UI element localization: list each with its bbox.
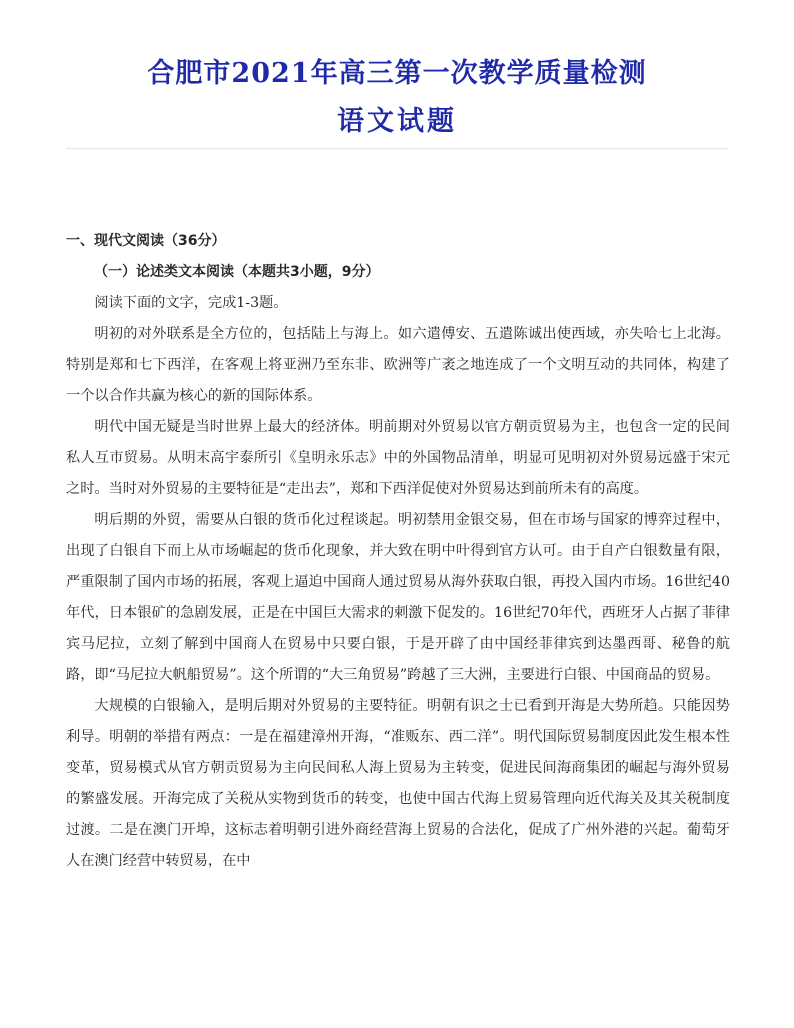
title-divider	[66, 148, 728, 149]
reading-instruction: 阅读下面的文字，完成1-3题。	[94, 295, 288, 311]
exam-title: 合肥市2021年高三第一次教学质量检测	[147, 58, 647, 89]
article-paragraph-2: 明代中国无疑是当时世界上最大的经济体。明前期对外贸易以官方朝贡贸易为主，也包含一定的民间私人互市贸易。从明末高宇泰所引《皇明永乐志》中的外国物品清单，明显可见明初对外贸易远盛于宋元之时。当时对外贸易的主要特征是“走出去”，郑和下西洋促使对外贸易达到前所未有的高度。	[66, 419, 730, 497]
section-heading: 一、现代文阅读（36分）	[66, 233, 226, 249]
exam-body	[66, 226, 730, 877]
subsection-heading: （一）论述类文本阅读（本题共3小题，9分）	[94, 264, 380, 280]
article-paragraph-3: 明后期的外贸，需要从白银的货币化过程谈起。明初禁用金银交易，但在市场与国家的博弈过程中，出现了白银自下而上从市场崛起的货币化现象，并大致在明中叶得到官方认可。由于自产白银数量有限，严重限制了国内市场的拓展，客观上逼迫中国商人通过贸易从海外获取白银，再投入国内市场。16世纪40年代，日本银矿的急剧发展，正是在中国巨大需求的刺激下促发的。16世纪70年代，西班牙人占据了菲律宾马尼拉，立刻了解到中国商人在贸易中只要白银，于是开辟了由中国经菲律宾到达墨西哥、秘鲁的航路，即“马尼拉大帆船贸易”。这个所谓的“大三角贸易”跨越了三大洲，主要进行白银、中国商品的贸易。	[66, 512, 730, 683]
article-paragraph-1: 明初的对外联系是全方位的，包括陆上与海上。如六遣傅安、五遣陈诚出使西域，亦失哈七上北海。特别是郑和七下西洋，在客观上将亚洲乃至东非、欧洲等广袤之地连成了一个文明互动的共同体，构建了一个以合作共赢为核心的新的国际体系。	[66, 326, 730, 404]
article-paragraph-4: 大规模的白银输入，是明后期对外贸易的主要特征。明朝有识之士已看到开海是大势所趋。只能因势利导。明朝的举措有两点：一是在福建漳州开海，“准贩东、西二洋”。明代国际贸易制度因此发生根本性变革，贸易模式从官方朝贡贸易为主向民间私人海上贸易为主转变，促进民间海商集团的崛起与海外贸易的繁盛发展。开海完成了关税从实物到货币的转变，也使中国古代海上贸易管理向近代海关及其关税制度过渡。二是在澳门开埠，这标志着明朝引进外商经营海上贸易的合法化，促成了广州外港的兴起。葡萄牙人在澳门经营中转贸易，在中	[66, 698, 730, 869]
exam-subtitle: 语文试题	[337, 106, 457, 137]
